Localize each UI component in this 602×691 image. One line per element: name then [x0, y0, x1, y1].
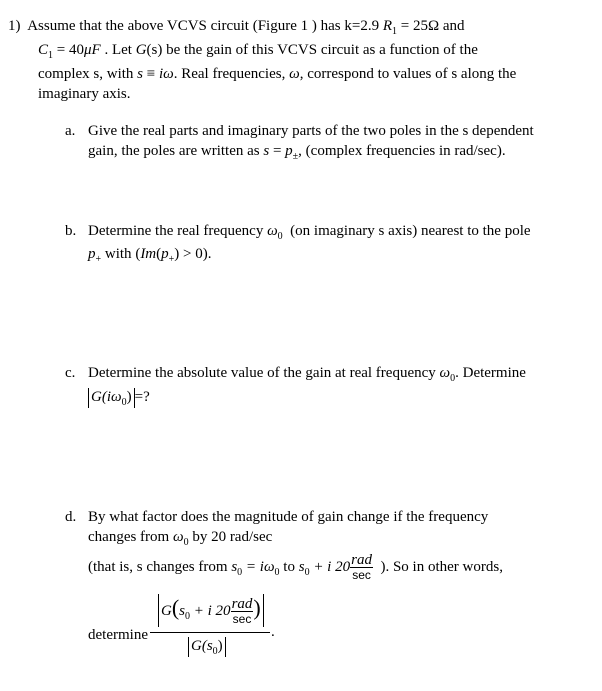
rad-per-sec-fraction	[350, 553, 373, 582]
gain-description: be the gain of this VCVS circuit as a function of the	[166, 42, 478, 58]
pole-symbol: p	[285, 143, 293, 159]
correspond-text: , correspond to values of s along the	[299, 66, 517, 82]
omega-subscript: 0	[183, 537, 189, 548]
omega-subscript-2: 0	[121, 397, 127, 408]
gain-arg: (s)	[146, 42, 163, 58]
part-a-line-2	[88, 142, 506, 162]
omega-subscript: 0	[277, 231, 283, 242]
im-open-paren: (	[156, 246, 162, 262]
omega-symbol: ω	[172, 529, 184, 545]
i-omega-symbol: iω	[158, 66, 174, 82]
im-function: Im	[140, 246, 157, 262]
plus-i-20: + i 20	[313, 559, 351, 575]
sec-denominator: sec	[352, 568, 371, 583]
real-freq-text: . Real frequencies,	[173, 66, 286, 82]
gain-symbol: G	[91, 389, 102, 405]
pole-symbol: p	[88, 246, 96, 262]
rad-numerator-2: rad	[231, 596, 253, 613]
s-subscript: 0	[237, 567, 243, 578]
rad-per-sec-fraction-2	[231, 597, 254, 626]
capacitor-value: = 40	[56, 42, 84, 58]
den-close-paren: )	[217, 638, 223, 654]
plus-minus-subscript: ±	[292, 151, 299, 162]
omega-symbol: ω	[267, 223, 278, 239]
gain-symbol: G	[135, 42, 147, 58]
s-symbol: s	[179, 603, 186, 619]
sec-denominator-2: sec	[232, 612, 252, 627]
period: .	[271, 624, 275, 640]
problem-line-2	[38, 41, 478, 61]
abs-numerator-expr: $G(s_0 + i$ 20 $\frac{\text{rad}}{\sec}$ )	[158, 594, 264, 627]
part-a-label: a.	[65, 123, 76, 139]
abs-gain-expression	[88, 388, 135, 408]
s-symbol-2: s	[298, 559, 305, 575]
resistor-value: = 25Ω	[400, 18, 440, 34]
plus-i-20: + i 20	[193, 603, 231, 619]
capacitor-symbol: C	[38, 42, 49, 58]
omega-subscript-2: 0	[274, 567, 280, 578]
problem-intro-text: Assume that the above VCVS circuit (Figure 1 ) has k=2.9	[27, 18, 380, 34]
pole-symbol-2: p	[161, 246, 169, 262]
den-gain: G(s	[191, 638, 213, 654]
omega-subscript: 0	[450, 373, 456, 384]
equals-question: =?	[134, 389, 150, 405]
greater-than-zero: > 0	[183, 246, 203, 262]
part-b-line-2: $p_+$ with $(Im(p_+) > 0)$.	[88, 246, 212, 265]
part-b-line-1	[88, 222, 531, 242]
resistor-symbol: R	[382, 18, 392, 34]
part-c-text: Determine the absolute value of the gain at real frequency	[88, 365, 436, 381]
resistor-subscript: 1	[392, 26, 397, 37]
problem-line-3	[38, 65, 516, 84]
part-d-line-1: By what factor does the magnitude of gain change if the frequency	[88, 509, 489, 525]
gain-symbol: G	[161, 603, 172, 619]
and-word: and	[442, 18, 465, 34]
with-word: with	[104, 246, 132, 262]
part-d-text-3: (that is, s changes from	[88, 559, 228, 575]
farad-unit: F	[91, 42, 101, 58]
to-word: to	[283, 559, 295, 575]
s-subscript: 0	[185, 611, 191, 622]
part-b-label: b.	[65, 223, 77, 239]
problem-number: 1)	[8, 18, 21, 34]
rad-numerator: rad	[351, 552, 372, 569]
part-c-line-1	[88, 364, 526, 384]
part-a-tail: , (complex frequencies in rad/sec).	[298, 143, 506, 159]
part-b-text: Determine the real frequency	[88, 223, 264, 239]
part-d-text-2: by 20 rad/sec	[192, 529, 273, 545]
part-d-label: d.	[65, 509, 77, 525]
close-paren: )	[126, 389, 132, 405]
part-a-line-1: Give the real parts and imaginary parts of the two poles in the s dependent	[88, 123, 534, 139]
complex-s-text: complex s, with	[38, 66, 134, 82]
s-symbol: s	[137, 66, 143, 82]
ratio-denominator	[188, 637, 226, 657]
part-c-text-2: . Determine	[455, 365, 526, 381]
i-omega: (iω	[101, 389, 122, 405]
equals-symbol: =	[272, 143, 282, 159]
abs-denominator-expr	[188, 637, 226, 657]
part-d-text: changes from	[88, 529, 170, 545]
ratio-numerator	[158, 594, 264, 628]
part-d-text-4: ). So in other words,	[380, 559, 503, 575]
problem-line-1	[8, 17, 465, 37]
part-b-text-2: (on imaginary s axis) nearest to the pole	[290, 223, 531, 239]
equals-i-omega: = iω	[245, 559, 275, 575]
s-symbol: s	[231, 559, 238, 575]
close-text: ).	[202, 246, 212, 262]
s-symbol: s	[263, 143, 270, 159]
problem-line-4: imaginary axis.	[38, 86, 131, 102]
determine-word: determine	[88, 627, 148, 643]
capacitor-subscript: 1	[48, 50, 54, 61]
micro-symbol: μ	[83, 42, 92, 58]
part-d-line-3	[88, 552, 503, 584]
s-subscript-3: 0	[212, 646, 218, 657]
omega-symbol: ω	[289, 66, 300, 82]
equiv-symbol: ≡	[146, 66, 156, 82]
gain-ratio-fraction	[150, 594, 276, 662]
s-subscript-2: 0	[304, 567, 310, 578]
plus-subscript: +	[95, 254, 102, 265]
part-a-text: gain, the poles are written as	[88, 143, 260, 159]
let-text: . Let	[104, 42, 132, 58]
plus-subscript-2: +	[168, 254, 175, 265]
fraction-bar	[150, 632, 270, 633]
part-c-label: c.	[65, 365, 76, 381]
part-d-line-2	[88, 528, 272, 548]
im-close-paren: )	[174, 246, 180, 262]
part-c-line-2	[88, 388, 150, 408]
omega-symbol: ω	[439, 365, 451, 381]
